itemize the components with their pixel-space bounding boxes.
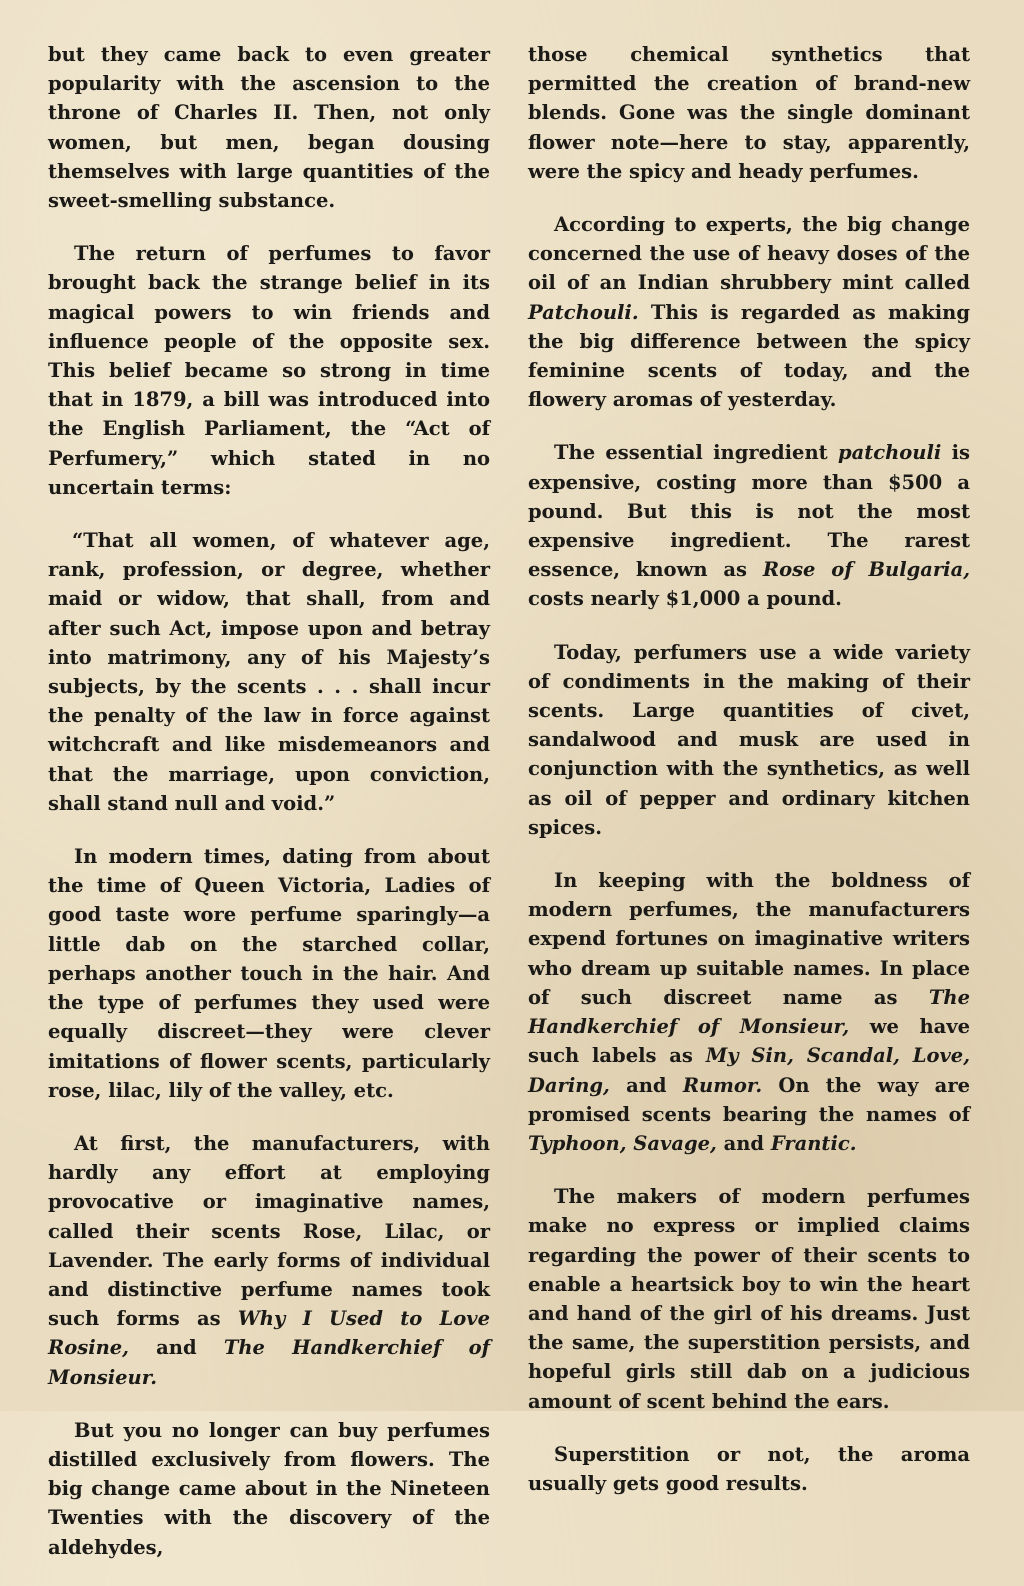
right-column [528,40,970,1522]
italic-title-text: Rose of Bulgaria, [762,558,971,582]
paragraph-text: This is regarded as making the big difference between the spicy feminine scents of today, and the flowery aromas of yesterday. [528,300,970,412]
article-paragraph [48,1416,490,1562]
italic-title-text: patchouli [837,441,942,465]
article-paragraph [528,210,970,414]
italic-title-text: Patchouli. [528,300,639,324]
article-paragraph [528,866,970,1158]
paragraph-text: The makers of modern perfumes make no express or implied claims regarding the power of their scents to enable a heartsick boy to win the heart and hand of the girl of his dreams. Just the same, the superstition persists, and hopeful girls still dab on a judicious amount of scent behind the ears. [528,1185,970,1413]
italic-title-text: Rumor. [682,1073,763,1097]
article-paragraph [48,526,490,818]
paragraph-text: “That all women, of whatever age, rank, profession, or degree, whether maid or widow, that shall, from and after such Act, impose upon and betray into matrimony, any of his Majesty’s subjects, by the scents . . . shall incur the penalty of the law in force against witchcraft and like misdemeanors and that the marriage, upon conviction, shall stand null and void.” [48,529,490,815]
paragraph-text: and [609,1073,683,1097]
article-paragraph [48,842,490,1105]
paragraph-text [794,1044,807,1067]
italic-title-text: The Handkerchief of Monsieur. [48,1336,490,1389]
paragraph-text: At first, the manufacturers, with hardly any effort at employing provocative or imaginative names, called their scents Rose, Lilac, or Lavender. The early forms of individual and distinctive perfume names took such forms as [48,1131,490,1331]
paragraph-text: But you no longer can buy perfumes distilled exclusively from flowers. The big change came about in the Nineteen Twenties with the discovery of the aldehydes, [48,1418,490,1559]
paragraph-text: Today, perfumers use a wide variety of condiments in the making of their scents. Large quantities of civet, sandalwood and musk are used in conjunction with the synthetics, as well as oil of pepper and ordinary kitchen spices. [528,640,970,839]
italic-title-text: Scandal, [806,1044,900,1068]
paragraph-text: On the way are promised scents bearing the names of [528,1073,970,1126]
article-paragraph [528,1440,970,1498]
paragraph-text: and [716,1131,771,1155]
article-paragraph [48,40,490,215]
italic-title-text: My Sin, [705,1044,794,1068]
italic-title-text: Typhoon, [528,1131,627,1155]
article-paragraph [528,438,970,613]
paragraph-text: According to experts, the big change concerned the use of heavy doses of the oil of an Indian shrubbery mint called [528,213,970,295]
paragraph-text: is expensive, costing more than $500 a pound. But this is not the most expensive ingredient. The rarest essence, known as [528,441,970,582]
italic-title-text: Love, [912,1044,970,1068]
italic-title-text: Frantic. [770,1131,857,1155]
article-paragraph [528,40,970,186]
article-paragraph [48,239,490,502]
left-column [48,40,490,1586]
paragraph-text: The return of perfumes to favor brought back the strange belief in its magical powers to win friends and influence people of the opposite sex. This belief became so strong in time that in 1879, a bill was introduced into the English Parliament, the “Act of Perfumery,” which stated in no uncertain terms: [48,242,490,499]
paragraph-text: and [128,1336,224,1360]
article-paragraph [528,1182,970,1416]
paragraph-text: In keeping with the boldness of modern perfumes, the manufacturers expend fortunes on imaginative writers who dream up suitable names. In place of such discreet name as [528,869,970,1009]
paragraph-text: but they came back to even greater popularity with the ascension to the throne of Charles II. Then, not only women, but men, began dousing themselves with large quantities of the sweet-smelling substance. [48,43,490,213]
paragraph-text: The essential ingredient [554,441,838,465]
italic-title-text: Savage, [633,1131,717,1155]
paragraph-text: Superstition or not, the aroma usually gets good results. [528,1442,970,1495]
paragraph-text: those chemical synthetics that permitted the creation of brand-new blends. Gone was the single dominant flower note—here to stay, apparently, were the spicy and heady perfumes. [528,43,970,183]
paragraph-text [900,1044,913,1067]
paragraph-text: we have such labels as [528,1015,970,1068]
italic-title-text: The Handkerchief of Monsieur, [528,985,970,1039]
italic-title-text: Daring, [528,1073,610,1097]
article-paragraph [48,1129,490,1392]
article-paragraph [528,638,970,842]
paragraph-text: In modern times, dating from about the time of Queen Victoria, Ladies of good taste wore perfume sparingly—a little dab on the starched collar, perhaps another touch in the hair. And the type of perfumes they used were equally discreet—they were clever imitations of flower scents, particularly rose, lilac, lily of the valley, etc. [48,845,490,1102]
italic-title-text: Why I Used to Love Rosine, [48,1307,490,1360]
paragraph-text: costs nearly $1,000 a pound. [528,587,842,611]
